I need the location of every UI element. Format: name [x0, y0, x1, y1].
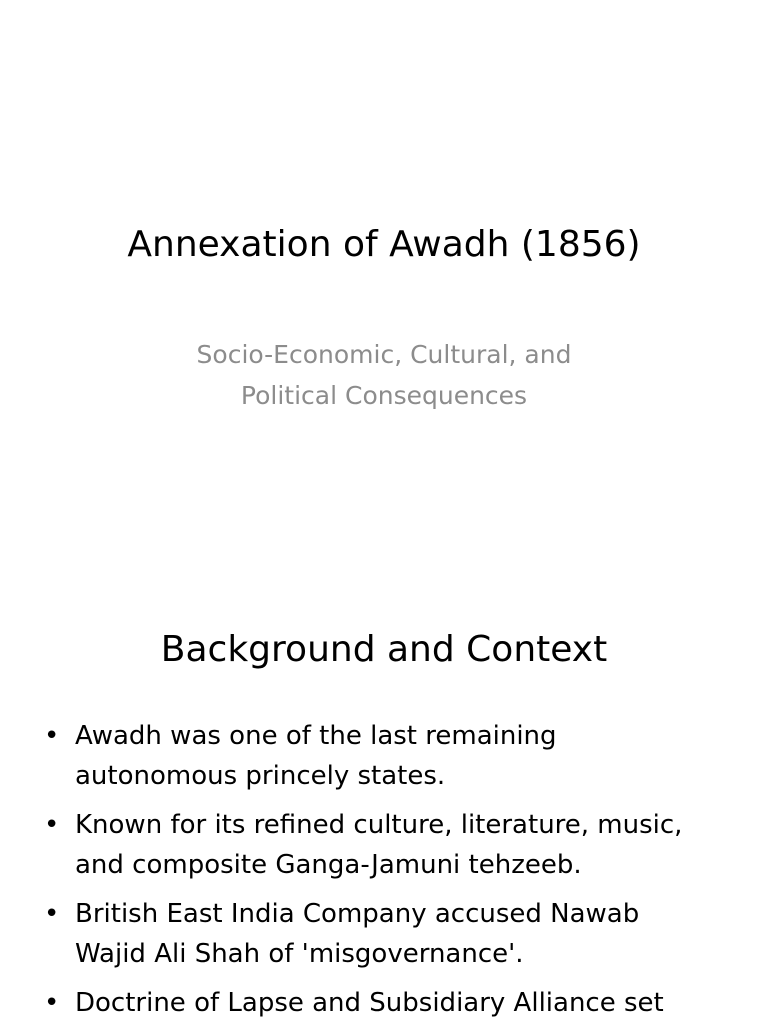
bullet-text-line: autonomous princely states. [75, 761, 446, 791]
slide-title: Annexation of Awadh (1856) [127, 224, 641, 265]
bullet-text-line: Wajid Ali Shah of 'misgovernance'. [75, 939, 524, 969]
subtitle-line: Political Consequences [240, 381, 528, 410]
bullet-icon: • [44, 810, 60, 840]
bullet-icon: • [44, 899, 60, 929]
bullet-item [40, 716, 740, 796]
bullet-text-line: and composite Ganga-Jamuni tehzeeb. [75, 850, 582, 880]
bullet-text-line: Awadh was one of the last remaining [75, 721, 557, 751]
bullet-icon: • [44, 988, 60, 1018]
content-slide [0, 576, 768, 1024]
bullet-item [40, 983, 740, 1023]
bullet-list [40, 716, 740, 1024]
bullet-text-line: British East India Company accused Nawab [75, 899, 640, 929]
slide-heading: Background and Context [160, 629, 608, 670]
bullet-item [40, 805, 740, 885]
bullet-text-line: Known for its refined culture, literature, music, [75, 810, 683, 840]
subtitle-line: Socio-Economic, Cultural, and [196, 340, 572, 369]
bullet-text-line: Doctrine of Lapse and Subsidiary Alliance set [75, 988, 664, 1018]
bullet-icon: • [44, 721, 60, 751]
slide-subtitle [134, 334, 634, 416]
bullet-item [40, 894, 740, 974]
